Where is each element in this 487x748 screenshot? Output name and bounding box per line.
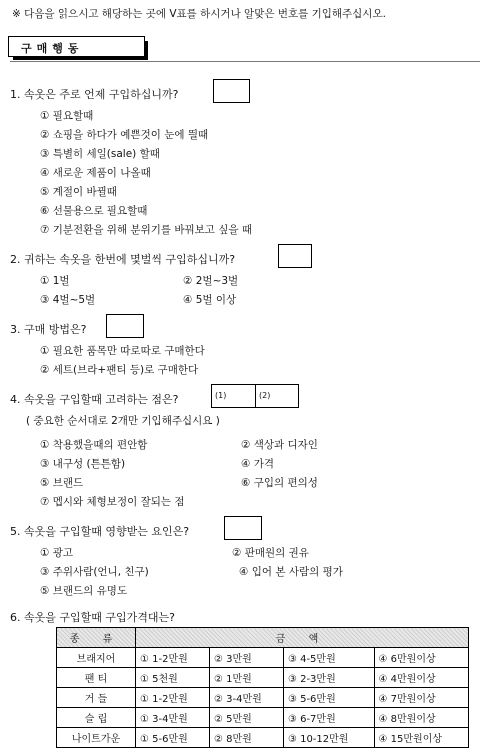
answer-box-q5[interactable] bbox=[224, 516, 262, 540]
q1-option: ⑤ 계절이 바뀔때 bbox=[40, 186, 117, 198]
question-3: 3. 구매 방법은? bbox=[10, 323, 87, 336]
price-option: ④ 6만원이상 bbox=[374, 648, 469, 668]
question-6: 6. 속옷을 구입할때 구입가격대는? bbox=[10, 611, 175, 624]
q2-option: ④ 5벌 이상 bbox=[183, 294, 237, 306]
answer-box-q4-1[interactable] bbox=[211, 384, 257, 408]
table-row bbox=[57, 728, 469, 748]
row-category: 나이트가운 bbox=[57, 728, 136, 748]
section-header bbox=[8, 36, 145, 57]
box-label-1: (1) bbox=[215, 391, 227, 400]
answer-box-q1[interactable] bbox=[213, 79, 250, 103]
price-option: ③ 4-5만원 bbox=[283, 648, 374, 668]
q3-option: ① 필요한 품목만 따로따로 구매한다 bbox=[40, 345, 205, 357]
price-option: ③ 2-3만원 bbox=[283, 668, 374, 688]
q3-option: ② 세트(브라+팬티 등)로 구매한다 bbox=[40, 364, 199, 376]
q5-option: ① 광고 bbox=[40, 547, 74, 559]
q4-option: ⑦ 멥시와 체형보정이 잘되는 점 bbox=[40, 496, 185, 508]
price-option: ④ 8만원이상 bbox=[374, 708, 469, 728]
price-option: ② 3-4만원 bbox=[209, 688, 283, 708]
answer-box-q3[interactable] bbox=[106, 314, 144, 338]
row-category: 거 들 bbox=[57, 688, 136, 708]
question-2: 2. 귀하는 속옷을 한번에 몇벌씩 구입하십니까? bbox=[10, 253, 236, 266]
table-row bbox=[57, 668, 469, 688]
q4-option: ① 착용했을때의 편안함 bbox=[40, 439, 148, 451]
price-option: ② 1만원 bbox=[209, 668, 283, 688]
section-title: 구매행동 bbox=[21, 42, 84, 55]
question-1: 1. 속옷은 주로 언제 구입하십니까? bbox=[10, 88, 179, 101]
q4-option: ⑥ 구입의 편의성 bbox=[241, 477, 318, 489]
price-option: ① 3-4만원 bbox=[136, 708, 210, 728]
q1-option: ④ 새로운 제품이 나올때 bbox=[40, 167, 151, 179]
price-option: ④ 15만원이상 bbox=[374, 728, 469, 748]
price-option: ② 8만원 bbox=[209, 728, 283, 748]
q1-option: ③ 특별히 세일(sale) 할때 bbox=[40, 148, 160, 160]
q1-option: ⑦ 기분전환을 위해 분위기를 바꿔보고 싶을 때 bbox=[40, 224, 253, 236]
q4-option: ④ 가격 bbox=[241, 458, 275, 470]
price-option: ① 5천원 bbox=[136, 668, 210, 688]
q5-option: ④ 입어 본 사람의 평가 bbox=[239, 566, 343, 578]
instruction-text: ※ 다음을 읽으시고 해당하는 곳에 V표를 하시거나 알맞은 번호를 기입해주십시오. bbox=[12, 8, 386, 20]
q4-option: ⑤ 브랜드 bbox=[40, 477, 84, 489]
question-5: 5. 속옷을 구입할때 영향받는 요인은? bbox=[10, 525, 190, 538]
question-4: 4. 속옷을 구입할때 고려하는 점은? bbox=[10, 393, 179, 406]
price-option: ③ 10-12만원 bbox=[283, 728, 374, 748]
price-option: ① 5-6만원 bbox=[136, 728, 210, 748]
header-amount: 금 액 bbox=[136, 628, 469, 648]
q5-option: ② 판매원의 권유 bbox=[232, 547, 309, 559]
price-table bbox=[56, 627, 469, 748]
row-category: 브래지어 bbox=[57, 648, 136, 668]
q1-option: ① 필요할때 bbox=[40, 110, 94, 122]
q5-option: ③ 주위사람(언니, 친구) bbox=[40, 566, 149, 578]
table-row bbox=[57, 648, 469, 668]
q1-option: ② 쇼핑을 하다가 예쁜것이 눈에 띌때 bbox=[40, 129, 209, 141]
q2-option: ② 2벌~3벌 bbox=[183, 275, 239, 287]
price-option: ① 1-2만원 bbox=[136, 688, 210, 708]
q5-option: ⑤ 브랜드의 유명도 bbox=[40, 585, 128, 597]
price-option: ③ 6-7만원 bbox=[283, 708, 374, 728]
q2-option: ③ 4벌~5벌 bbox=[40, 294, 96, 306]
q4-option: ③ 내구성 (튼튼함) bbox=[40, 458, 126, 470]
table-header-row bbox=[57, 628, 469, 648]
row-category: 슬 립 bbox=[57, 708, 136, 728]
price-option: ③ 5-6만원 bbox=[283, 688, 374, 708]
price-option: ④ 4만원이상 bbox=[374, 668, 469, 688]
q4-note: ( 중요한 순서대로 2개만 기입해주십시요 ) bbox=[26, 415, 220, 427]
price-option: ① 1-2만원 bbox=[136, 648, 210, 668]
price-option: ② 5만원 bbox=[209, 708, 283, 728]
divider bbox=[10, 61, 480, 62]
price-option: ④ 7만원이상 bbox=[374, 688, 469, 708]
row-category: 팬 티 bbox=[57, 668, 136, 688]
price-option: ② 3만원 bbox=[209, 648, 283, 668]
table-row bbox=[57, 688, 469, 708]
table-row bbox=[57, 708, 469, 728]
q4-option: ② 색상과 디자인 bbox=[241, 439, 318, 451]
answer-box-q2[interactable] bbox=[278, 244, 312, 268]
q2-option: ① 1벌 bbox=[40, 275, 70, 287]
q1-option: ⑥ 선물용으로 필요할때 bbox=[40, 205, 148, 217]
answer-box-q4-2[interactable] bbox=[255, 384, 299, 408]
header-category: 종 류 bbox=[57, 628, 136, 648]
box-label-2: (2) bbox=[259, 391, 271, 400]
